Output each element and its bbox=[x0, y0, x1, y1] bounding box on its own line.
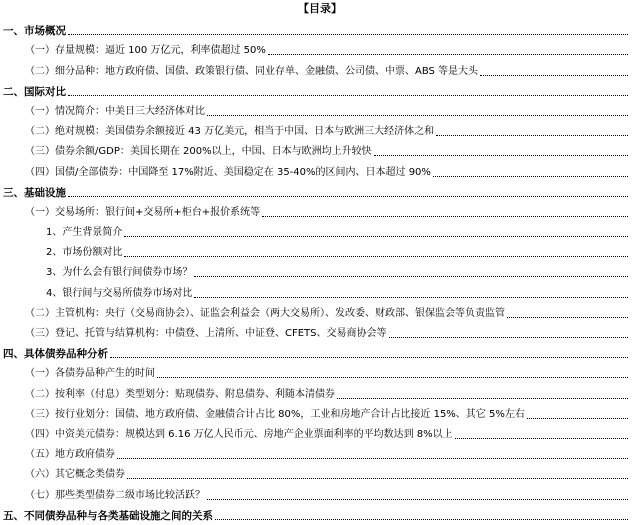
toc-entry-label: 四、具体债券品种分析 bbox=[3, 348, 108, 361]
toc-entry-label: （二）主管机构：央行（交易商协会）、证监会利益会（两大交易所）、发改委、财政部、银保监会等负责监管 bbox=[25, 307, 505, 319]
toc-entry-label: （三）登记、托管与结算机构：中债登、上清所、中证登、CFETS、交易商协会等 bbox=[25, 328, 387, 339]
toc-dot-leader bbox=[68, 34, 628, 35]
toc-dot-leader bbox=[268, 54, 628, 55]
toc-dot-leader bbox=[480, 75, 628, 76]
toc-list bbox=[0, 20, 640, 525]
toc-entry-level-2[interactable] bbox=[0, 202, 640, 222]
toc-entry-level-2[interactable] bbox=[0, 383, 640, 403]
toc-dot-leader bbox=[389, 337, 628, 338]
toc-entry-level-1[interactable] bbox=[0, 20, 640, 40]
toc-entry-label: （三）债券余额/GDP：美国长期在 200%以上，中国、日本与欧洲均上升较快 bbox=[25, 146, 372, 158]
toc-entry-label: 三、基础设施 bbox=[3, 186, 66, 199]
toc-entry-label: 4、银行间与交易所债券市场对比 bbox=[46, 287, 193, 299]
toc-dot-leader bbox=[207, 115, 628, 116]
toc-entry-label: 2、市场份额对比 bbox=[46, 247, 123, 259]
toc-entry-label: 3、为什么会有银行间债券市场？ bbox=[46, 267, 193, 279]
toc-entry-level-2[interactable] bbox=[0, 101, 640, 121]
toc-dot-leader bbox=[124, 236, 628, 237]
toc-dot-leader bbox=[433, 176, 628, 177]
toc-title: 【目录】 bbox=[298, 2, 342, 15]
toc-entry-level-2[interactable] bbox=[0, 363, 640, 383]
toc-entry-level-1[interactable] bbox=[0, 182, 640, 202]
toc-entry-label: （一）交易场所：银行间+交易所+柜台+报价系统等 bbox=[25, 206, 261, 218]
toc-entry-level-2[interactable] bbox=[0, 60, 640, 80]
toc-entry-level-2[interactable] bbox=[0, 121, 640, 141]
toc-dot-leader bbox=[455, 438, 628, 439]
toc-dot-leader bbox=[436, 135, 628, 136]
toc-dot-leader bbox=[68, 196, 628, 197]
toc-entry-label: 二、国际对比 bbox=[3, 85, 66, 98]
toc-entry-level-3[interactable] bbox=[0, 242, 640, 262]
toc-dot-leader bbox=[117, 458, 628, 459]
toc-dot-leader bbox=[215, 519, 628, 520]
toc-dot-leader bbox=[157, 377, 628, 378]
toc-dot-leader bbox=[337, 398, 628, 399]
toc-entry-level-3[interactable] bbox=[0, 282, 640, 302]
toc-entry-level-2[interactable] bbox=[0, 40, 640, 60]
toc-entry-label: （三）按行业划分：国债、地方政府债、金融债合计占比 80%，工业和房地产合计占比接近 15%、其它 5%左右 bbox=[25, 408, 525, 420]
toc-entry-label: （一）存量规模：逼近 100 万亿元，利率债超过 50% bbox=[25, 45, 266, 57]
toc-dot-leader bbox=[507, 317, 628, 318]
toc-entry-level-2[interactable] bbox=[0, 444, 640, 464]
toc-dot-leader bbox=[110, 357, 628, 358]
toc-dot-leader bbox=[207, 499, 628, 500]
toc-entry-level-2[interactable] bbox=[0, 404, 640, 424]
toc-dot-leader bbox=[124, 256, 628, 257]
toc-entry-label: （六）其它概念类债券 bbox=[25, 469, 125, 481]
toc-entry-label: （二）细分品种：地方政府债、国债、政策银行债、同业存单、金融债、公司债、中票、ABS 等是大头 bbox=[25, 65, 479, 77]
toc-entry-label: （五）地方政府债券 bbox=[25, 449, 115, 461]
toc-entry-level-3[interactable] bbox=[0, 222, 640, 242]
toc-entry-label: （四）国债/全部债券：中国降至 17%附近、美国稳定在 35-40%的区间内、日本超过 90% bbox=[25, 166, 431, 178]
toc-dot-leader bbox=[194, 297, 628, 298]
toc-entry-label: （四）中资美元债券：规模达到 6.16 万亿人民币元、房地产企业票面利率的平均数达到 8%以上 bbox=[25, 428, 453, 440]
toc-entry-label: （一）情况简介：中美日三大经济体对比 bbox=[25, 105, 205, 117]
toc-entry-level-1[interactable] bbox=[0, 81, 640, 101]
toc-entry-level-2[interactable] bbox=[0, 141, 640, 161]
toc-entry-level-2[interactable] bbox=[0, 161, 640, 181]
toc-entry-label: （二）绝对规模：美国债券余额接近 43 万亿美元，相当于中国、日本与欧洲三大经济体之和 bbox=[25, 126, 435, 138]
toc-entry-level-2[interactable] bbox=[0, 303, 640, 323]
toc-entry-label: （一）各债券品种产生的时间 bbox=[25, 368, 155, 380]
toc-entry-level-2[interactable] bbox=[0, 323, 640, 343]
toc-entry-label: 五、不同债券品种与各类基础设施之间的关系 bbox=[3, 509, 213, 522]
toc-entry-level-1[interactable] bbox=[0, 505, 640, 525]
toc-entry-label: （七）那些类型债券二级市场比较活跃？ bbox=[25, 489, 205, 501]
toc-dot-leader bbox=[68, 95, 628, 96]
toc-entry-label: （二）按利率（付息）类型划分：贴现债券、附息债券、利随本清债券 bbox=[25, 388, 335, 400]
toc-dot-leader bbox=[262, 216, 628, 217]
toc-dot-leader bbox=[127, 478, 628, 479]
toc-entry-level-2[interactable] bbox=[0, 464, 640, 484]
toc-entry-level-3[interactable] bbox=[0, 262, 640, 282]
toc-entry-level-2[interactable] bbox=[0, 484, 640, 504]
toc-entry-label: 一、市场概况 bbox=[3, 25, 66, 38]
toc-entry-level-2[interactable] bbox=[0, 424, 640, 444]
toc-dot-leader bbox=[527, 418, 628, 419]
toc-dot-leader bbox=[374, 155, 628, 156]
toc-entry-level-1[interactable] bbox=[0, 343, 640, 363]
toc-entry-label: 1、产生背景简介 bbox=[46, 227, 123, 239]
toc-dot-leader bbox=[194, 276, 628, 277]
